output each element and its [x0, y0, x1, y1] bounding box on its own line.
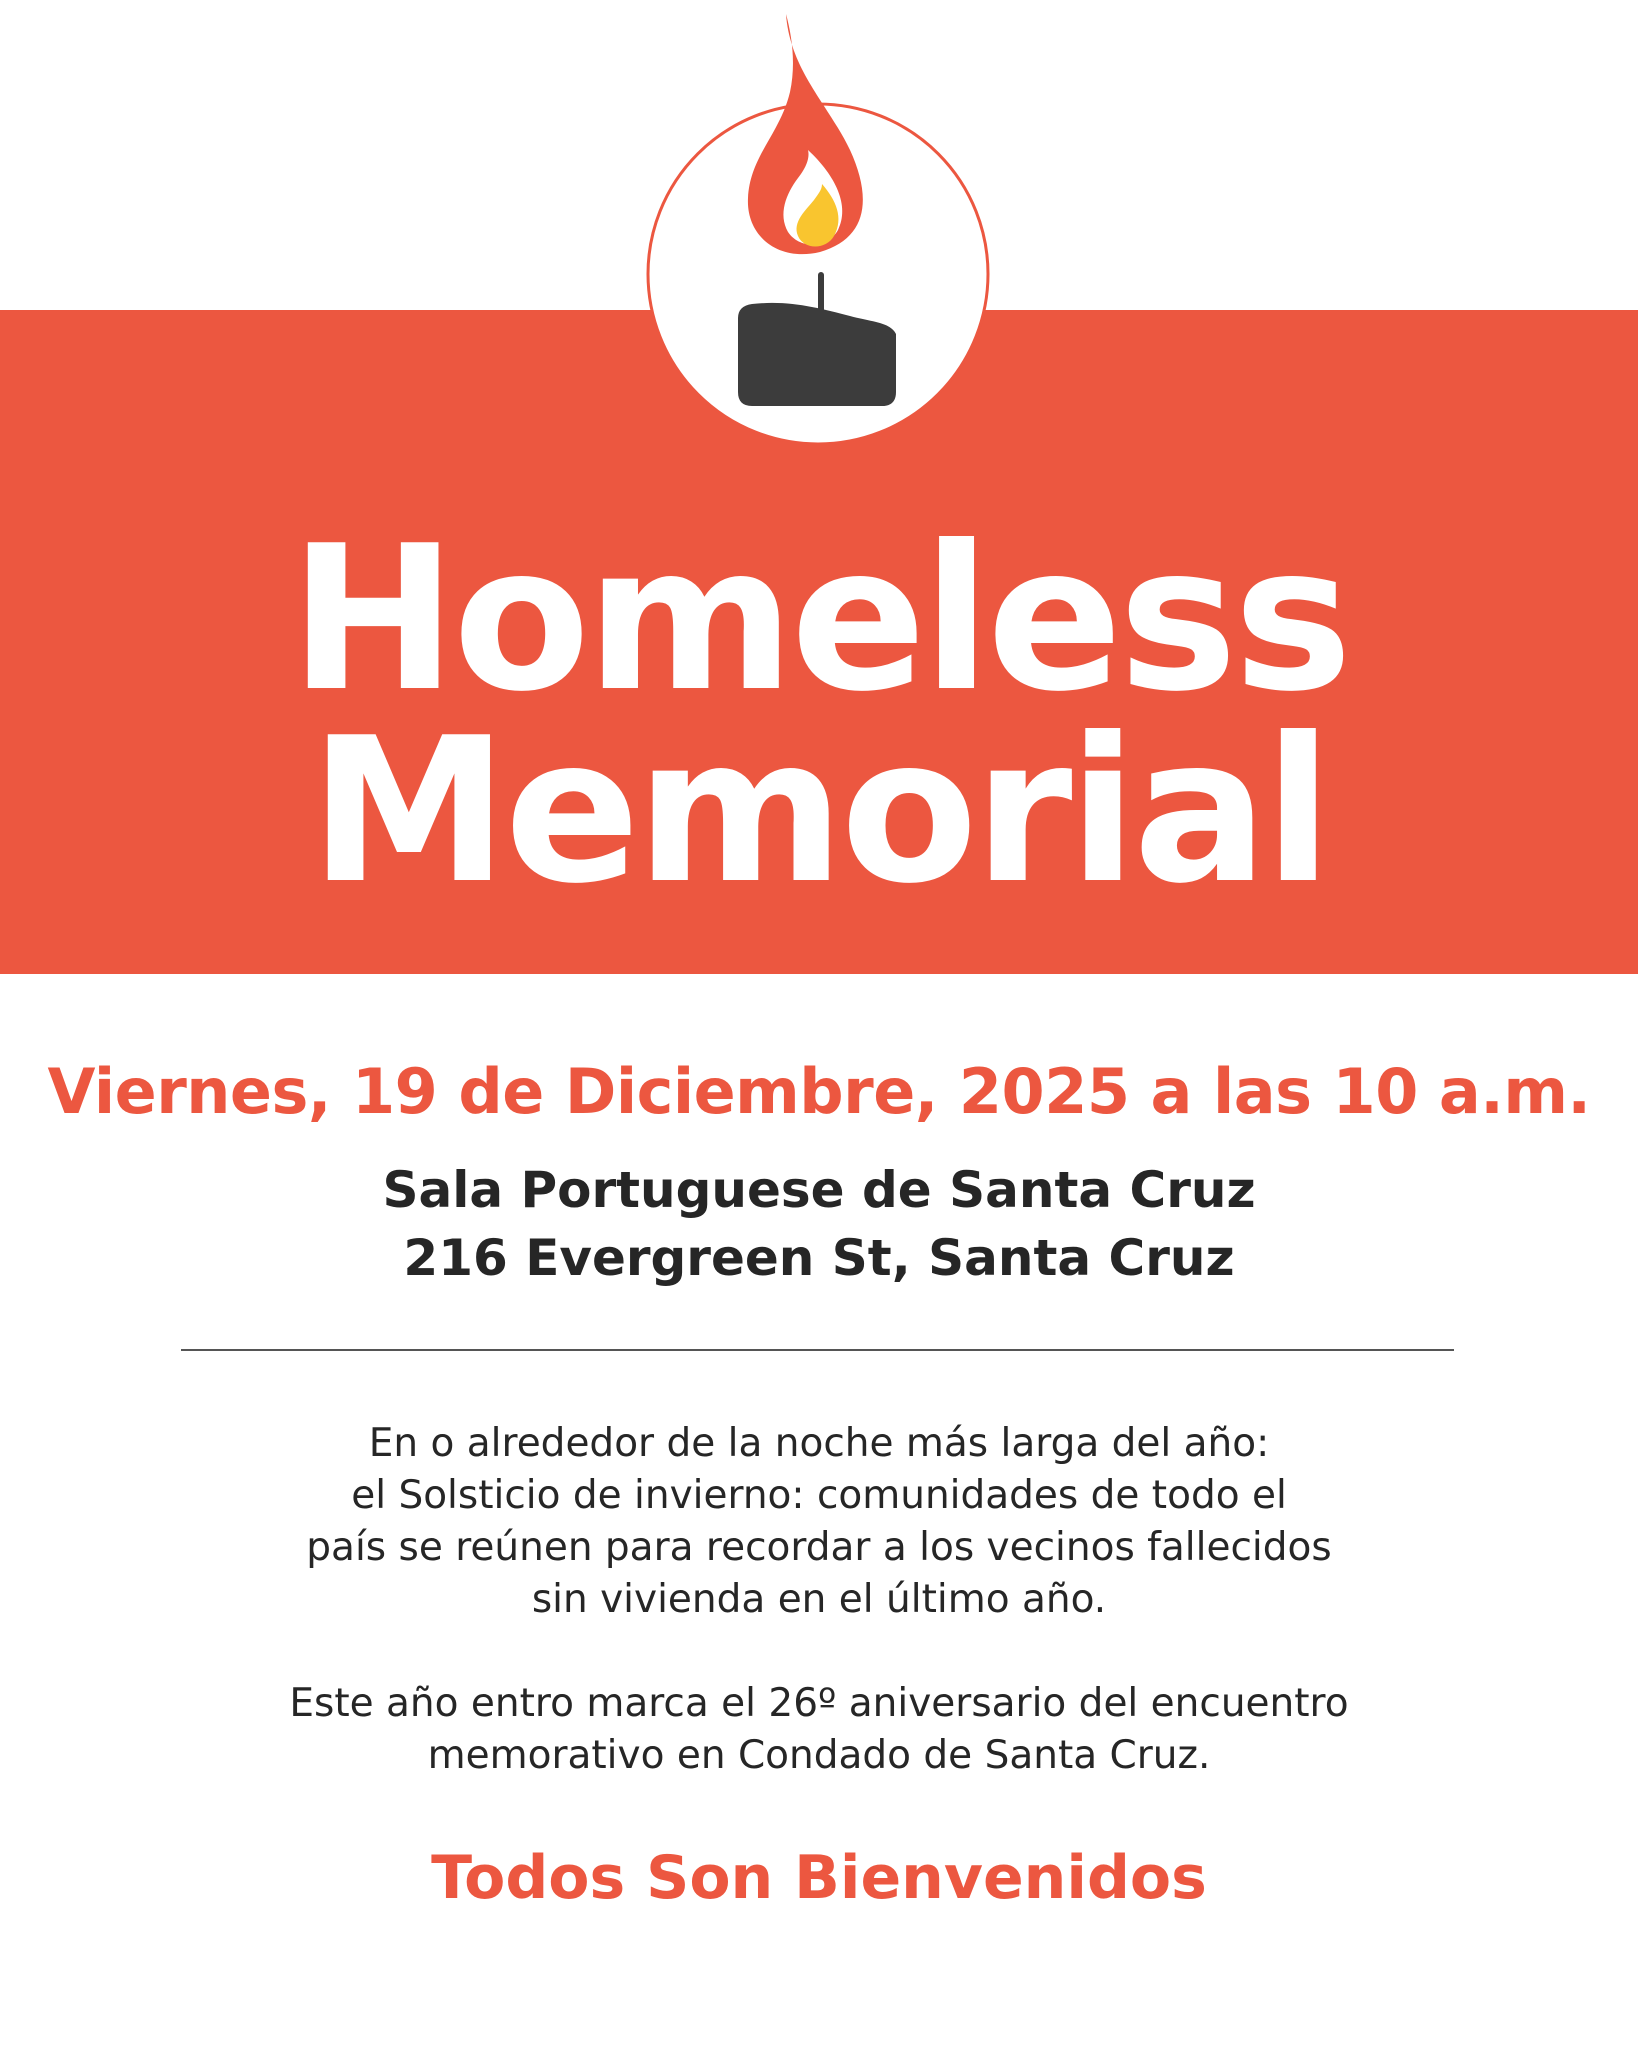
anniversary-line: memorativo en Condado de Santa Cruz. [427, 1733, 1211, 1778]
divider [181, 1349, 1454, 1351]
welcome-message: Todos Son Bienvenidos [431, 1843, 1207, 1913]
venue-name: Sala Portuguese de Santa Cruz [382, 1161, 1256, 1219]
description-line: En o alrededor de la noche más larga del año: [368, 1421, 1270, 1466]
page-title-line-1: Homeless [289, 503, 1349, 736]
page-title-line-2: Memorial [309, 695, 1329, 928]
description-line: el Solsticio de invierno: comunidades de todo el [351, 1473, 1287, 1518]
description-line: país se reúnen para recordar a los vecinos fallecidos [306, 1525, 1332, 1570]
candle-flame-icon [640, 0, 1000, 450]
event-date-time: Viernes, 19 de Diciembre, 2025 a las 10 a.m. [47, 1055, 1591, 1128]
venue-address: 216 Evergreen St, Santa Cruz [403, 1229, 1235, 1287]
description-line: sin vivienda en el último año. [531, 1577, 1107, 1622]
anniversary-line: Este año entro marca el 26º aniversario del encuentro [289, 1681, 1349, 1726]
